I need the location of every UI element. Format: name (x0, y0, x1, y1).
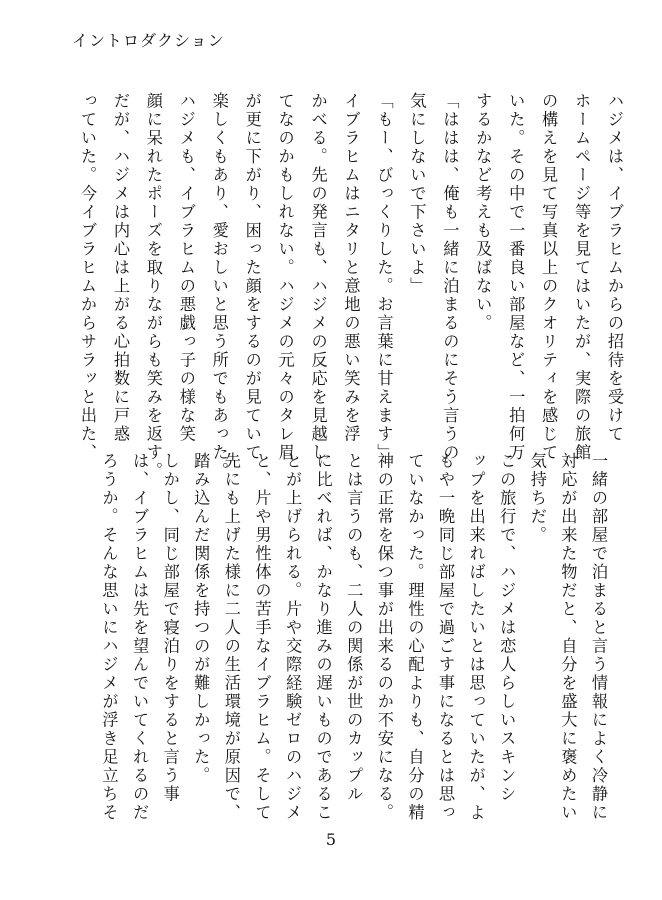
text-line: ホームページ等を見てはいたが、実際の旅館 (572, 92, 592, 462)
text-line: 気持ちだ。 (527, 452, 547, 545)
text-line: っていた。今イブラヒムからサラッと出た、 (78, 92, 97, 462)
text-line: ップを出来ればしたいとは思っていたが、よ (466, 452, 486, 822)
text-line: もや一晩同じ部屋で過ごす事になるとは思っ (436, 452, 456, 822)
chapter-title: イントロダクション (72, 31, 225, 50)
page-number: 5 (325, 830, 337, 849)
text-line: ハジメは、イブラヒムからの招待を受けて (605, 92, 624, 444)
text-line: 一緒の部屋で泊まると言う情報によく冷静に (589, 452, 608, 822)
text-line: いた。その中で一番良い部屋など、一拍何万 (506, 92, 526, 462)
text-line: この旅行で、ハジメは恋人らしいスキンシ (497, 452, 517, 804)
text-line: 先にも上げた様に二人の生活環境が原因で、 (221, 452, 241, 822)
text-line: ハジメも、イブラヒムの悪戯っ子の様な笑 (176, 92, 196, 444)
text-line: ろうか。そんな思いにハジメが浮き足立ちそ (99, 452, 119, 822)
text-line: 「ははは、俺も一緒に泊まるのにそう言うの (440, 92, 460, 462)
text-block-bottom (86, 452, 608, 822)
text-line: しかし、同じ部屋で寝泊りをすると言う事 (160, 452, 180, 804)
text-line: 楽しくもあり、愛おしいと思う所でもあった。 (209, 92, 229, 481)
text-line: 気にしないで下さいよ」 (407, 92, 427, 296)
text-line: に比べれば、かなり進みの遅いものであるこ (313, 452, 333, 822)
text-line: 「もー、びっくりした。お言葉に甘えます」 (374, 92, 394, 462)
text-line: てなのかもしれない。ハジメの元々のタレ眉 (275, 92, 295, 462)
text-block-top (62, 92, 624, 481)
text-line: は、イブラヒムは先を望んでいてくれるのだ (130, 452, 150, 822)
text-line: 神の正常を保つ事が出来るのか不安になる。 (374, 452, 394, 822)
text-line: 踏み込んだ関係を持つのが難しかった。 (191, 452, 211, 785)
text-line: だが、ハジメは内心は上がる心拍数に戸惑 (110, 92, 130, 444)
text-line: が更に下がり、困った顔をするのが見ていて (242, 92, 262, 462)
text-line: イブラヒムはニタリと意地の悪い笑みを浮 (341, 92, 361, 444)
text-line: の構えを見て写真以上のクオリティを感じて (539, 92, 559, 462)
text-line: とは言うのも、二人の関係が世のカップル (344, 452, 364, 804)
text-line: するかなど考えも及ばない。 (473, 92, 493, 333)
text-line: 顔に呆れたポーズを取りながらも笑みを返す。 (143, 92, 163, 481)
text-line: とが上げられる。片や交際経験ゼロのハジメ (283, 452, 303, 822)
text-line: かべる。先の発言も、ハジメの反応を見越し (308, 92, 328, 462)
text-line: ていなかった。理性の心配よりも、自分の精 (405, 452, 425, 822)
text-line: と、片や男性体の苦手なイブラヒム。そして (252, 452, 272, 822)
text-line: 対応が出来た物だと、自分を盛大に褒めたい (558, 452, 578, 822)
